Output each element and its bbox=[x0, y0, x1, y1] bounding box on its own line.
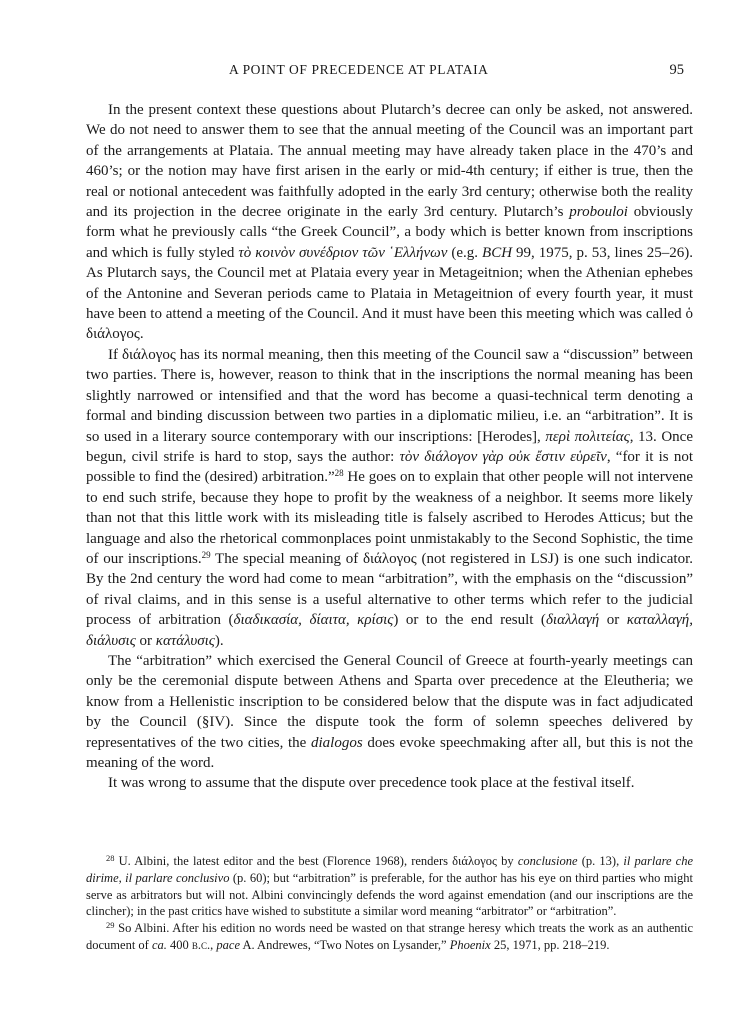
running-head-title: A POINT OF PRECEDENCE AT PLATAIA bbox=[229, 62, 489, 77]
footnote-number: 28 bbox=[106, 853, 115, 863]
main-text bbox=[86, 100, 693, 794]
paragraph-4: It was wrong to assume that the dispute over precedence took place at the festival itself. bbox=[108, 775, 635, 792]
footnote-29: $^{29}$ So Albini. After his edition no words need be wasted on that strange heresy which treats the work as an authentic document of ca. 400 b.c., pace A. Andrewes, “Two Notes on Lysander,” Phoenix 25, 1971, pp. 218–219. bbox=[86, 920, 693, 952]
page-number: 95 bbox=[669, 62, 684, 78]
footnote-ref-29[interactable]: 29 bbox=[201, 549, 211, 560]
paragraph-3: The “arbitration” which exercised the General Council of Greece at fourth-yearly meetings can only be the ceremonial dispute between Athens and Sparta over precedence at the Eleutheria; we know from a Hellenistic inscription to be considered below that the dispute was in fact adjudicated by the Council (§IV). Since the dispute took the form of solemn speeches delivered by representatives of the two cities, the dialogos does evoke speechmaking after all, but this is not the meaning of the word. bbox=[86, 652, 693, 771]
paragraph-2: If διάλογος has its normal meaning, then this meeting of the Council saw a “discussion” between two parties. There is, however, reason to think that in the inscriptions the normal meaning has been slightly narrowed or intensified and that the word has become a quasi-technical term denoting a formal and binding discussion between two parties in a diplomatic milieu, i.e. an “arbitration”. It is so used in a literary source contemporary with our inscriptions: [Herodes], περὶ πολιτείας, 13. Once begun, civil strife is hard to stop, says the author: τὸν διάλογον γὰρ οὐκ ἔστιν εὑρεῖν, “for it is not possible to find the (desired) arbitration.”$^{28}$ He goes on to explain that other people will not intervene to end such strife, because they hope to profit by the weakness of a neighbor. It seems more likely than not that this little work with its misleading title is falsely ascribed to Herodes Atticus; but the language and also the rhetorical commonplaces point unmistakably to the Second Sophistic, the time of our inscriptions.$^{29}$ The special meaning of διάλογος (not registered in LSJ) is one such indicator. By the 2nd century the word had come to mean “arbitration”, with the emphasis on the “discussion” of rival claims, and in this sense is a useful alternative to other terms which refer to the judicial process of arbitration (διαδικασία, δίαιτα, κρίσις) or to the end result (διαλλαγή or καταλλαγή, διάλυσις or κατάλυσις). bbox=[86, 346, 694, 649]
footnote-ref-28[interactable]: 28 bbox=[334, 468, 344, 479]
footnote-number: 29 bbox=[106, 920, 115, 931]
footnotes bbox=[86, 853, 693, 954]
footnote-28: $^{28}$ U. Albini, the latest editor and the best (Florence 1968), renders διάλογος by conclusione (p. 13), il parlare che dirime, il parlare conclusivo (p. 60); but “arbitration” is preferable, for the author has his eye on third parties who might serve as arbitrators but will not. Albini convincingly defends the word against emendation (and our inscriptions are the clincher); in the past critics have wished to substitute a similar word meaning “arbitrator” or “arbitration”. bbox=[86, 853, 694, 919]
paragraph-1: In the present context these questions about Plutarch’s decree can only be asked, not answered. We do not need to answer them to see that the annual meeting of the Council was an important part of the arrangements at Plataia. The annual meeting may have already taken place in the 470’s and 460’s; or the notion may have first arisen in the early or mid-4th century; if either is true, then the real or notional antecedent was faithfully adopted in the early 3rd century; otherwise both the reality and its projection in the decree originate in the early 3rd century. Plutarch’s probouloi obviously form what he previously calls “the Greek Council”, a body which is better known from inscriptions and which is fully styled τὸ κοινὸν συνέδριον τῶν ῾Ελλήνων (e.g. BCH 99, 1975, p. 53, lines 25–26). As Plutarch says, the Council met at Plataia every year in Metageitnion; when the Athenian ephebes of the Antonine and Severan periods came to Plataia in Metageitnion of every fourth year, it must have been to attend a meeting of the Council. And it must have been this meeting which was called ὁ διάλογος. bbox=[86, 102, 694, 343]
